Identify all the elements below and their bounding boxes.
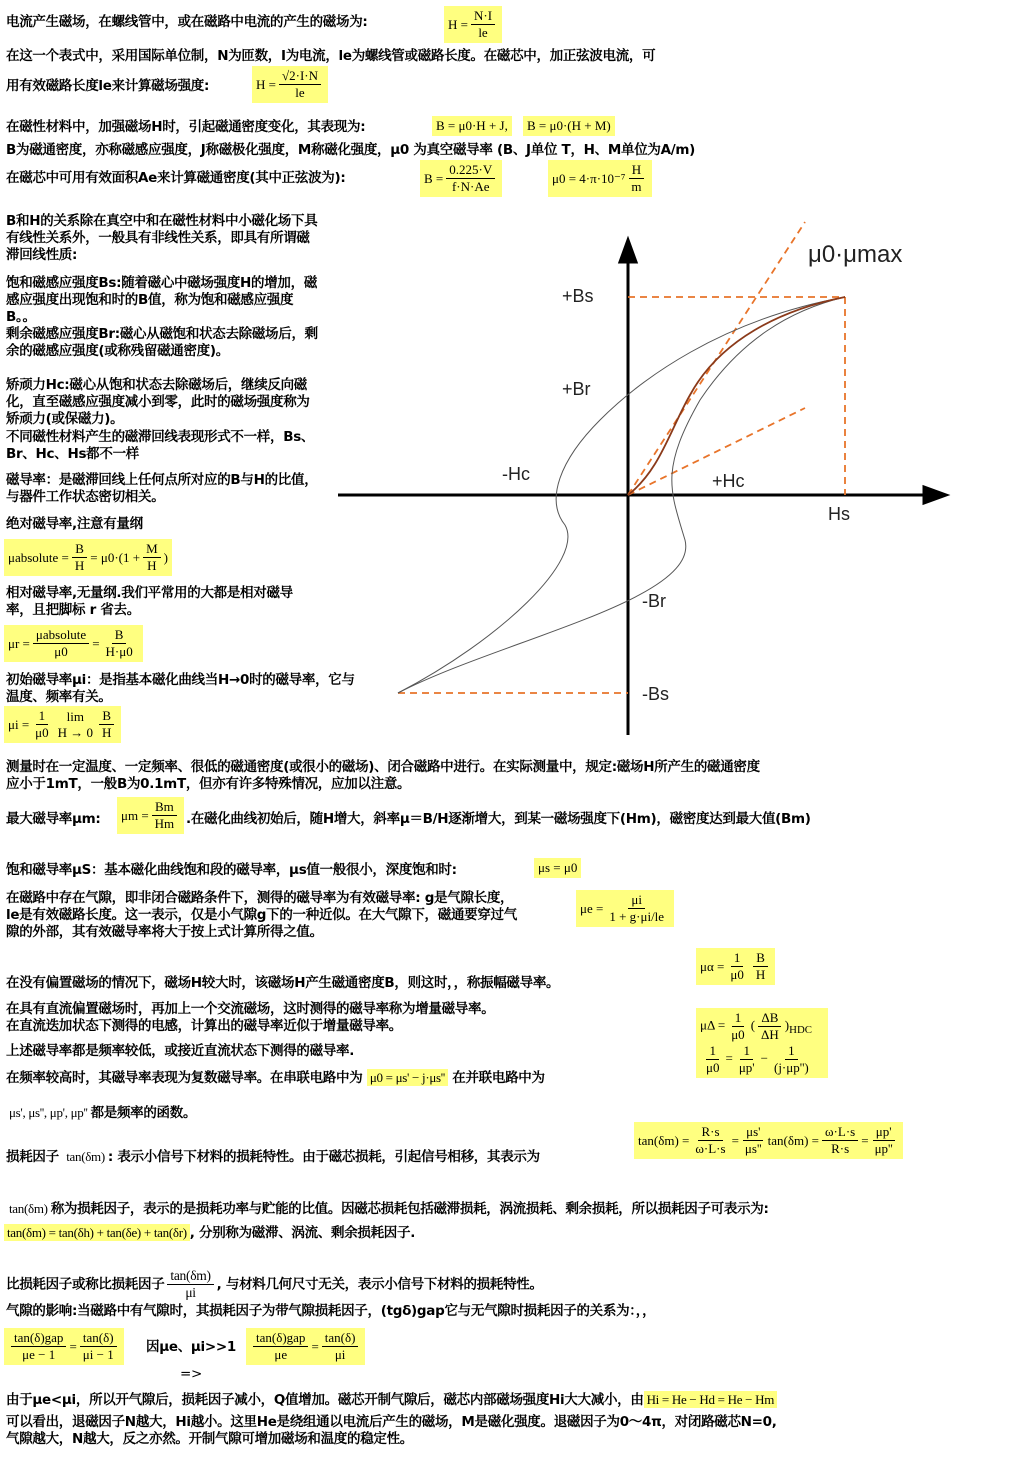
- neg-bs-label: -Bs: [642, 684, 669, 704]
- text-line: B为磁通密度，亦称磁感应强度，J称磁极化强度，M称磁化强度，μ0 为真空磁导率 (B、J单位 T，H、M单位为A/m): [6, 142, 696, 158]
- lhs: tan(δm) =: [638, 1132, 690, 1148]
- num: 1: [706, 1043, 719, 1060]
- formula-gap2: $\frac{\text{tan(δ)gap}}{\mu e}$ = $\frac{\tan(\delta)}{\mu i}$: [246, 1328, 365, 1365]
- num: 1: [731, 950, 744, 967]
- lhs: B =: [424, 170, 444, 186]
- formula-mu-rel: μr = $\frac{\text{μabsolute}}{\mu 0}$ = $\frac{B}{H\cdot\mu 0}$: [4, 625, 143, 662]
- bs-label: +Bs: [562, 286, 594, 306]
- text-line: 因μe、μi>>1: [146, 1339, 236, 1355]
- text-line: 最大磁导率μm:: [6, 811, 101, 827]
- text-line: 在这一个表式中，采用国际单位制，N为匝数，I为电流，le为螺线管或磁路长度。在磁芯中，加正弦波电流，可: [6, 48, 656, 64]
- num: R·s: [698, 1124, 722, 1141]
- text-para: 磁导率：是磁滞回线上任何点所对应的B与H的比值，与器件工作状态密切相关。: [6, 472, 318, 505]
- sub: HDC: [789, 1024, 812, 1037]
- text-line: 测量时在一定温度、一定频率、很低的磁通密度(或很小的磁场)、闭合磁路中进行。在实际测量中，规定:磁场H所产生的磁通密度: [6, 759, 760, 775]
- formula-mu-s: μs = μ0: [534, 858, 581, 878]
- den: 1 + g·μi/le: [609, 909, 665, 924]
- initial-magnetization-curve: [628, 297, 845, 495]
- den: ω·L·s: [695, 1141, 726, 1156]
- den: μ0: [730, 967, 744, 982]
- num: B: [72, 541, 87, 558]
- lhs: μα =: [700, 958, 725, 974]
- text-line: [6, 1148, 540, 1166]
- text-line: 用有效磁路长度le来计算磁场强度:: [6, 78, 210, 94]
- text-para: 相对磁导率,无量纲.我们平常用的大都是相对磁导率，且把脚标 r 省去。: [6, 585, 293, 618]
- den: R·s: [831, 1141, 850, 1156]
- den: H: [74, 558, 85, 573]
- formula-gap1: $\frac{\text{tan(δ)gap}}{\mu e - 1}$ = $\frac{\tan(\delta)}{\mu i - 1}$: [4, 1328, 124, 1365]
- text: 在频率较高时，其磁导率表现为复数磁导率。在串联电路中为: [6, 1070, 363, 1086]
- formula-mu-e: [576, 890, 674, 927]
- den: μi: [334, 1347, 346, 1362]
- text-para: 在磁路中存在气隙，即非闭合磁路条件下，测得的磁导率为有效磁导率: g是气隙长度，le是有效磁路长度。这一表示，仅是小气隙g下的一种近似。在大气隙下，磁通要穿过气隙的外部，其有效磁导率将大于按上式计算所得之值。: [6, 890, 517, 940]
- text-line: 气隙越大，N越大，反之亦然。开制气隙可增加磁场和温度的稳定性。: [6, 1431, 413, 1447]
- b-axis-arrow: [620, 240, 636, 262]
- text-para: B和H的关系除在真空中和在磁性材料中小磁化场下具有线性关系外，一般具有非线性关系，即具有所谓磁滞回线性质:: [6, 213, 318, 263]
- text-line: [6, 1104, 196, 1122]
- lhs: μm =: [121, 807, 149, 823]
- den: (j·μp''): [773, 1060, 809, 1075]
- den: H: [755, 967, 766, 982]
- text-para: 饱和磁感应强度Bs:随着磁心中磁场强度H的增加，磁感应强度出现饱和时的B值，称为饱和磁感应强度B。。: [6, 275, 318, 325]
- formula-tan: tan(δm) = $\frac{R\cdot s}{\omega\cdot L\cdot s}$ = $\frac{\mu s'}{\mu s''}$ tan(δm) = $\frac{\omega\cdot L\cdot s}{R\cdot s}$ = $\frac{\mu p'}{\mu p''}$: [634, 1122, 903, 1159]
- num: N·I: [471, 8, 495, 25]
- br-label: +Br: [562, 379, 591, 399]
- formula-parallel: $\frac{1}{\mu 0}$ = $\frac{1}{\mu p'}$ − $\frac{1}{(j\cdot\mu p'')}$: [700, 1043, 815, 1076]
- text: 电流产生磁场，在螺线管中，或在磁路中电流的产生的磁场为:: [6, 14, 368, 30]
- den: ΔH: [761, 1027, 779, 1042]
- text-para: 剩余磁感应强度Br:磁心从磁饱和状态去除磁场后，剩余的磁感应强度(或称残留磁通密度)。: [6, 326, 318, 359]
- num: tan(δ)gap: [11, 1330, 66, 1347]
- symbol: tan(δm): [66, 1149, 105, 1164]
- text-line: [6, 1391, 777, 1409]
- paren: ): [163, 549, 168, 565]
- text-line: 应小于1mT，一般B为0.1mT，但亦有许多特殊情况，应加以注意。: [6, 776, 411, 792]
- lhs: μi =: [8, 716, 30, 732]
- num: μp': [873, 1124, 895, 1141]
- num: Bm: [152, 799, 177, 816]
- text: , 分别称为磁滞、涡流、剩余损耗因子.: [189, 1225, 416, 1241]
- lhs: μΔ =: [700, 1017, 726, 1033]
- den: μi: [185, 1285, 196, 1300]
- num: B: [112, 627, 127, 644]
- text: 由于μe<μi，所以开气隙后，损耗因子减小，Q值增加。磁芯开制气隙后，磁芯内部磁场强度Hi大大减小，由: [6, 1392, 644, 1408]
- text-para: 初始磁导率μi：是指基本磁化曲线当H→0时的磁导率，它与温度、频率有关。: [6, 672, 355, 705]
- num: μabsolute: [33, 627, 89, 644]
- text-line: 在磁芯中可用有效面积Ae来计算磁通密度(其中正弦波为):: [6, 170, 346, 186]
- lim: lim: [66, 708, 85, 724]
- num: 1: [785, 1043, 798, 1060]
- num: B: [99, 708, 114, 725]
- formula-mu-delta-parallel: [696, 1008, 828, 1078]
- formula-b2: B = μ0·(H + M): [523, 116, 615, 136]
- num: √2·I·N: [279, 68, 321, 85]
- text-para: 矫顽力Hc:磁心从饱和状态去除磁场后，继续反向磁化，直至磁感应强度减小到零，此时的磁场强度称为矫顽力(或保磁力)。: [6, 377, 310, 427]
- lim-sub: H → 0: [57, 724, 94, 740]
- den: μ0: [54, 644, 68, 659]
- lhs: H =: [256, 76, 276, 92]
- num: M: [143, 541, 161, 558]
- text: 称为损耗因子，表示的是损耗功率与贮能的比值。因磁芯损耗包括磁滞损耗，涡流损耗、剩余损耗，所以损耗因子可表示为:: [50, 1201, 769, 1217]
- text-line: 饱和磁导率μS：基本磁化曲线饱和段的磁导率，μs值一般很小，深度饱和时:: [6, 862, 457, 878]
- den: f·N·Ae: [451, 179, 490, 194]
- lhs: μe =: [580, 900, 604, 916]
- lhs: μr =: [8, 635, 30, 651]
- text-line: [4, 1224, 415, 1242]
- mu-max-label: μ0·μmax: [808, 241, 903, 268]
- den: μ0: [35, 725, 49, 740]
- den: μ0: [731, 1027, 745, 1042]
- den: Hm: [154, 816, 175, 831]
- num: μs': [743, 1124, 763, 1141]
- hc-label: +Hc: [712, 471, 745, 491]
- neg-hc-label: -Hc: [502, 464, 530, 484]
- hs-label: Hs: [828, 504, 850, 524]
- text: 损耗因子: [6, 1149, 59, 1165]
- formula-series: μ0 = μs' − j·μs'': [367, 1069, 448, 1086]
- den: μp'': [874, 1141, 893, 1156]
- num: H: [629, 162, 644, 179]
- num: tan(δ)gap: [253, 1330, 308, 1347]
- text-line: [6, 1200, 769, 1218]
- den: le: [478, 25, 488, 40]
- text-para: 不同磁性材料产生的磁滞回线表现形式不一样，Bs、Br、Hc、Hs都不一样: [6, 429, 315, 462]
- num: B: [753, 950, 768, 967]
- lhs: μ0 = 4·π·10⁻⁷: [552, 170, 626, 186]
- formula-ratio: [167, 1268, 213, 1301]
- symbols: μs', μs'', μp', μp'': [9, 1105, 88, 1120]
- formula-hi: Hi = He − Hd = He − Hm: [644, 1391, 777, 1408]
- den: μ0: [706, 1060, 720, 1075]
- num: 1: [36, 708, 49, 725]
- text-line: 上述磁导率都是频率较低，或接近直流状态下测得的磁导率.: [6, 1043, 355, 1059]
- den: H: [102, 725, 112, 740]
- text: , 与材料几何尺寸无关，表示小信号下材料的损耗特性。: [216, 1276, 543, 1293]
- formula-b1: B = μ0·H + J,: [432, 116, 512, 136]
- text-line: [6, 1069, 545, 1087]
- text: 比损耗因子或称比损耗因子: [6, 1276, 165, 1293]
- den: H·μ0: [105, 644, 133, 659]
- den: μs'': [744, 1141, 762, 1156]
- den: μe: [274, 1347, 288, 1362]
- rhs: = μ0·(1 +: [90, 549, 141, 565]
- text-line: 在磁性材料中，加强磁场H时，引起磁通密度变化，其表现为:: [6, 119, 366, 135]
- den: le: [295, 85, 305, 100]
- neg-br-label: -Br: [642, 591, 666, 611]
- den: μi − 1: [82, 1347, 114, 1362]
- text-line: 在没有偏置磁场的情况下，磁场H较大时，该磁场H产生磁通密度B，则这时，，称振幅磁导率。: [6, 975, 560, 991]
- text: 都是频率的函数。: [90, 1105, 197, 1121]
- text-line: 在具有直流偏置磁场时，再加上一个交流磁场，这时测得的磁导率称为增量磁导率。: [6, 1001, 495, 1017]
- den: m: [631, 179, 642, 194]
- den: μe − 1: [22, 1347, 56, 1362]
- num: μi: [628, 892, 645, 909]
- h-axis-arrow: [924, 487, 946, 503]
- text-line: 绝对磁导率,注意有量纲: [6, 516, 143, 532]
- num: tan(δm): [167, 1268, 213, 1285]
- num: tan(δ): [322, 1330, 359, 1347]
- formula-mu-alpha: [696, 948, 775, 985]
- num: 1: [740, 1043, 753, 1060]
- num: ΔB: [758, 1010, 781, 1027]
- text: 在并联电路中为: [452, 1070, 545, 1086]
- formula-mu-delta: μΔ = $\frac{1}{\mu 0}$ ( $\frac{\Delta B}{\Delta H}$ )$_{HDC}$: [700, 1010, 812, 1042]
- symbol: tan(δm): [9, 1201, 48, 1216]
- den: H: [147, 558, 157, 573]
- lhs: μabsolute =: [8, 549, 69, 565]
- num: ω·L·s: [822, 1124, 858, 1141]
- text-line: 在直流迭加状态下测得的电感，计算出的磁导率近似于增量磁导率。: [6, 1018, 402, 1034]
- text-line: [6, 1268, 543, 1301]
- implies-arrow: =>: [180, 1366, 203, 1382]
- num: tan(δ): [80, 1330, 117, 1347]
- text-line: 气隙的影响:当磁路中有气隙时，其损耗因子为带气隙损耗因子，(tgδ)gap它与无气隙时损耗因子的关系为：，，: [6, 1303, 656, 1319]
- den: μp': [738, 1060, 755, 1075]
- num: 1: [732, 1010, 745, 1027]
- text-line: .在磁化曲线初始后，随H增大，斜率μ＝B/H逐渐增大，到某一磁场强度下(Hm)，磁密度达到最大值(Bm): [186, 811, 811, 827]
- num: 0.225·V: [446, 162, 495, 179]
- lhs: H =: [448, 16, 468, 32]
- text: : 表示小信号下材料的损耗特性。由于磁芯损耗，引起信号相移，其表示为: [107, 1149, 540, 1165]
- lhs: tan(δm) =: [767, 1132, 819, 1148]
- formula-mu-max: [117, 797, 184, 834]
- text-line: 可以看出，退磁因子N越大，Hi越小。这里He是绕组通以电流后产生的磁场，M是磁化强度。退磁因子为0～4π，对闭路磁芯N=0,: [6, 1414, 777, 1430]
- formula-tan-sum: tan(δm) = tan(δh) + tan(δe) + tan(δr): [4, 1224, 190, 1241]
